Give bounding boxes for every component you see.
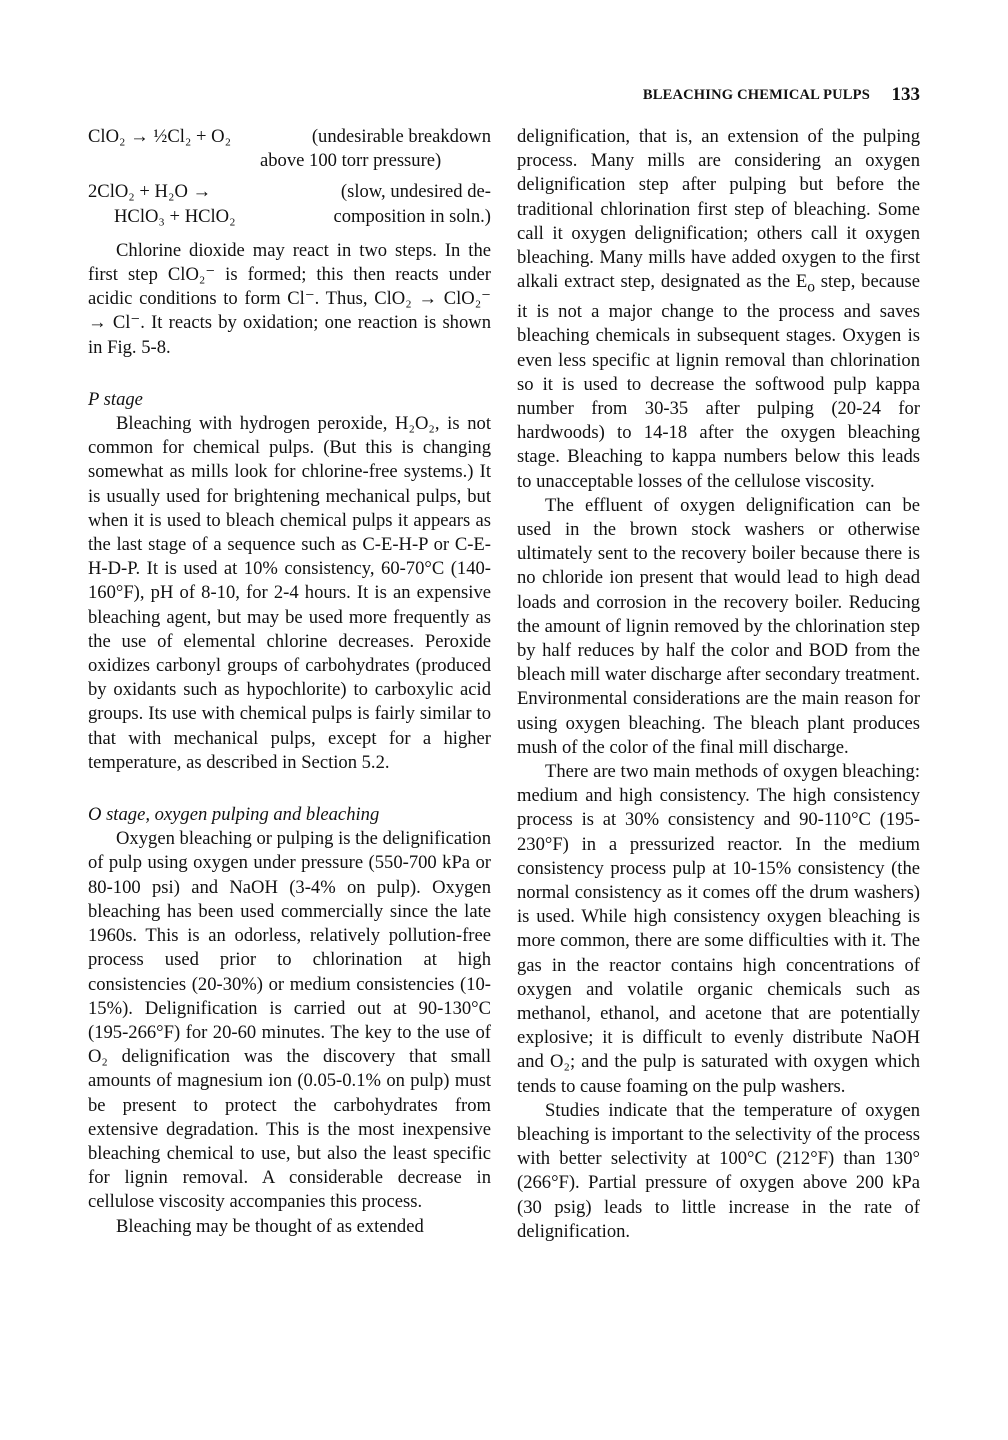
section-heading-p-stage: P stage [88, 388, 143, 410]
page-header [520, 84, 922, 108]
equation-2-formula-line1: 2ClO₂ + H₂O → [88, 181, 212, 203]
equation-1-note-line1: (undesirable breakdown [311, 126, 491, 147]
paragraph-p-stage: Bleaching with hydrogen peroxide, H₂O₂, is not common for chemical pulps. (But this is changing somewhat as mills look for chlorine-free systems.) It is usually used for brightening mechanical pulps, but when it is used to bleach chemical pulps it appears as the last stage of a sequence such as C-E-H-P or C-E-H-D-P. It is used at 10% consistency, 60-70°C (140-160°F), pH of 8-10, for 2-4 hours. It is an expensive bleaching agent, but may be used more frequently as the use of elemental chlorine decreases. Peroxide oxidizes carbonyl groups of carbohydrates (produced by oxidants such as hypochlorite) to carboxylic acid groups. Its use with chemical pulps is fairly similar to that with mechanical pulps, except for a higher temperature, as described in Section 5.2. [88, 413, 491, 773]
continuation-text: delignification, that is, an extension of the pulping process. Many mills are considering an oxygen delignification step after pulping but before the traditional chlorination first step of bleaching. Some call it oxygen delignification; others call it oxygen bleaching. Many mills have added oxygen to the first alkali extract step, designated as the E [517, 126, 920, 293]
paragraph-temperature-studies: Studies indicate that the temperature of oxygen bleaching is important to the selectivity of the process with better selectivity at 100°C (212°F) than 130°(266°F). Partial pressure of oxygen above 200 kPa (30 psig) leads to little increase in the rate of delignification. [517, 1099, 920, 1242]
paragraph-chlorine-dioxide: Chlorine dioxide may react in two steps. In the first step ClO₂⁻ is formed; this then reacts under acidic conditions to form Cl⁻. Thus, ClO₂ → ClO₂⁻ → Cl⁻. It reacts by oxidation; one reaction is shown in Fig. 5-8. [88, 239, 491, 358]
equation-2-note-line1: (slow, undesired de- [340, 181, 491, 203]
paragraph-bleaching-methods: There are two main methods of oxygen bleaching: medium and high consistency. The high consistency process is at 30% consistency and 90-110°C (195-230°F) in a pressurized reactor. In the medium consistency process pulp at 10-15% consistency (the normal consistency as it comes off the drum washers) is used. While high consistency oxygen bleaching is more common, there are some difficulties with it. The gas in the reactor contains high concentrations of oxygen and volatile organic chemicals such as methanol, ethanol, and acetone that are potentially explosive; it is difficult to evenly distribute NaOH and O₂; and the pulp is saturated with oxygen which tends to cause foaming on the pulp washers. [517, 761, 920, 1097]
paragraph-effluent: The effluent of oxygen delignification can be used in the brown stock washers or otherwise ultimately sent to the recovery boiler because there is no chloride ion present that would lead to high dead loads and corrosion in the recovery boiler. Reducing the amount of lignin removed by the chlorination step by half reduces by half the color and BOD from the bleach mill water discharge after secondary treatment. Environmental considerations are the main reason for using oxygen bleaching. The bleach plant produces mush of the color of the final mill discharge. [517, 494, 920, 758]
equation-1-note-line2: above 100 torr pressure) [260, 150, 442, 172]
paragraph-o-stage: Oxygen bleaching or pulping is the delignification of pulp using oxygen under pressure (550-700 kPa or 80-100 psi) and NaOH (3-4% on pulp). Oxygen bleaching has been used commercially since the late 1960s. This is an odorless, relatively pollution-free process used prior to chlorination at high consistencies (20-30%) or medium consistencies (10-15%). Delignification is carried out at 90-130°C (195-266°F) for 20-60 minutes. The key to the use of O₂ delignification was the discovery that small amounts of magnesium ion (0.05-0.1% on pulp) must be present to protect the carbohydrates from extensive degradation. This is the most inexpensive bleaching chemical to use, but also the least specific for lignin removal. A considerable decrease in cellulose viscosity accompanies this process. [88, 828, 491, 1213]
left-column [88, 125, 491, 1239]
section-heading-o-stage: O stage, oxygen pulping and bleaching [88, 804, 380, 826]
continuation-text-tail: step, because it is not a major change to the process and saves bleaching chemicals in subsequent stages. Oxygen is even less specific at lignin removal than chlorination so it is used to decrease the softwood pulp kappa number from 30-35 after pulping (20-24 for hardwoods) to 14-18 after the oxygen bleaching stage. Bleaching to kappa numbers below this leads to unacceptable losses of the cellulose viscosity. [517, 271, 920, 492]
eo-subscript: o [807, 278, 815, 296]
paragraph-extended-delignification: Bleaching may be thought of as extended [116, 1215, 424, 1237]
equation-2-formula-line2: HClO₃ + HClO₂ [114, 205, 236, 227]
paragraph-continuation [517, 125, 920, 494]
equation-chlorine-dioxide-decomposition [88, 180, 491, 228]
equation-2-note-line2: composition in soln.) [333, 205, 491, 227]
equation-chlorine-dioxide-breakdown [88, 125, 491, 173]
right-column [517, 125, 920, 1244]
page-number: 133 [891, 84, 920, 105]
running-head: BLEACHING CHEMICAL PULPS [642, 87, 870, 103]
equation-1-formula: ClO₂ → ½Cl₂ + O₂ [88, 126, 232, 147]
